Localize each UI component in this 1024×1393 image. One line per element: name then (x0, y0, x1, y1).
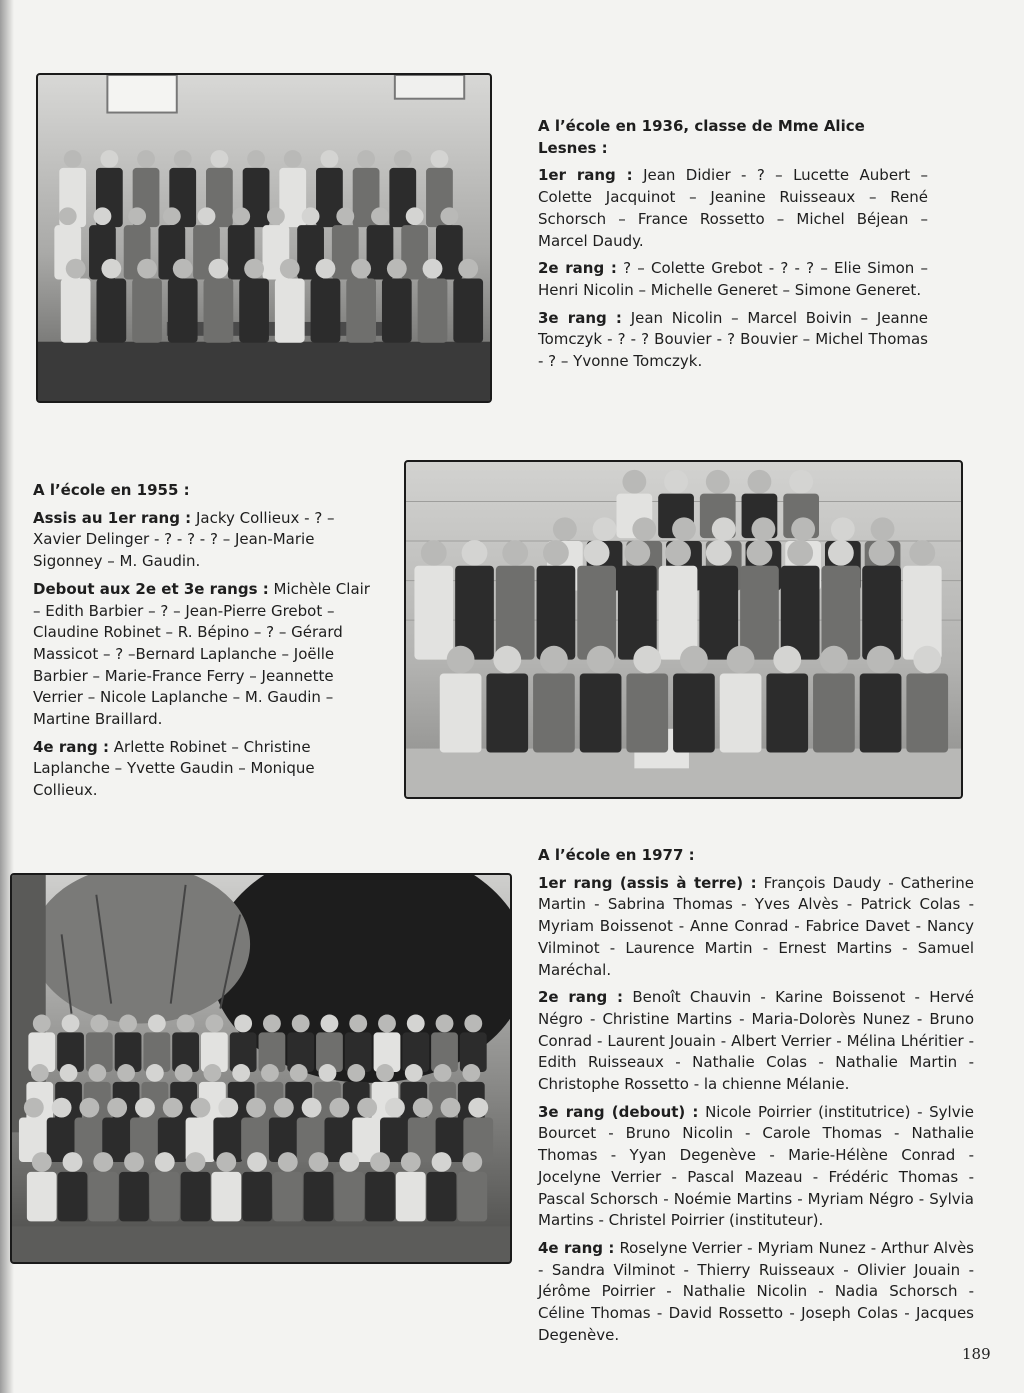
photo-figure-head (309, 1152, 329, 1172)
photo-figure-head (370, 1152, 390, 1172)
photo-figure-body (204, 279, 234, 343)
photo-figure-head (66, 259, 86, 279)
photo-figure-head (191, 1098, 211, 1118)
photo-figure-body (242, 1172, 272, 1221)
photo-figure-head (820, 646, 848, 674)
photo-figure-head (137, 259, 157, 279)
photo-figure-head (100, 150, 118, 168)
photo-figure-head (274, 1098, 294, 1118)
photo-figure-head (32, 1152, 52, 1172)
photo-figure-head (869, 540, 895, 566)
photo-figure-head (385, 1098, 405, 1118)
photo-figure-head (752, 517, 776, 541)
class-photo-1977 (10, 873, 512, 1264)
photo-figure-body (346, 279, 376, 343)
photo-figure-body (396, 1172, 426, 1221)
photo-figure-head (387, 259, 407, 279)
photo-figure-head (553, 517, 577, 541)
photo-figure-head (203, 1064, 221, 1082)
caption-1977-row-2: 2e rang : Benoît Chauvin - Karine Boissenot - Hervé Négro - Christine Martins - Maria-Dolorès Nunez - Bruno Conrad - Laurent Jouain - Albert Verrier - Mélina Lhéritier - Edith Ruisseaux - Nathalie Colas - Nathalie Martin - Christophe Rossetto - la chienne Mélanie. (538, 988, 975, 1094)
photo-figure-head (90, 1015, 108, 1033)
photo-figure-head (672, 517, 696, 541)
caption-1977-row-1: 1er rang (assis à terre) : François Daudy - Catherine Martin - Sabrina Thomas - Yves Alvès - Patrick Colas - Myriam Boissenot - Anne Conrad - Fabrice Davet - Nancy Vilminot - Laurence Martin - Ernest Martins - Samuel Maréchal. (538, 873, 974, 979)
photo-figure-head (432, 1152, 452, 1172)
photo-figure-head (52, 1098, 72, 1118)
photo-figure-head (31, 1064, 49, 1082)
photo-figure-head (280, 259, 300, 279)
photo-figure-head (665, 540, 691, 566)
caption-1955-row-3: 4e rang : Arlette Robinet – Christine Laplanche – Yvette Gaudin – Monique Collieux. (33, 737, 315, 800)
photo-figure-head (79, 1098, 99, 1118)
photo-figure-head (319, 1064, 337, 1082)
photo-figure-head (247, 1152, 267, 1172)
photo-figure-head (440, 207, 458, 225)
photo-figure-body (211, 1172, 241, 1221)
photo-figure-body (618, 566, 657, 660)
photo-figure-head (232, 207, 250, 225)
photo-figure-body (580, 673, 622, 752)
photo-figure-head (146, 1064, 164, 1082)
photo-figure-body (533, 673, 575, 752)
photo-figure-head (218, 1098, 238, 1118)
photo-figure-head (787, 540, 813, 566)
photo-figure-head (913, 646, 941, 674)
photo-figure-head (263, 1015, 281, 1033)
caption-1955-row-2: Debout aux 2e et 3e rangs : Michèle Clair – Edith Barbier – ? – Jean-Pierre Grebot – Claudine Robinet – R. Bépino – ? – Gérard Massicot – ? –Bernard Laplanche – Joëlle Barbier – Marie-France Ferry – Jeannette Verrier – Nicole Laplanche – M. Gaudin – Martine Braillard. (33, 579, 370, 729)
photo-figure-head (302, 207, 320, 225)
photo-figure-body (486, 673, 528, 752)
photo-figure-head (791, 517, 815, 541)
photo-figure-body (119, 1172, 149, 1221)
photo-figure-head (24, 1098, 44, 1118)
photo-figure-head (357, 1098, 377, 1118)
class-photo-1955 (404, 460, 963, 799)
photo-figure-body (453, 279, 483, 343)
photo-figure-head (175, 1064, 193, 1082)
photo-figure-head (64, 150, 82, 168)
photo-figure-head (88, 1064, 106, 1082)
photo-figure-body (659, 566, 698, 660)
photo-figure-head (284, 150, 302, 168)
photo-figure-head (128, 207, 146, 225)
photo-figure-head (423, 259, 443, 279)
caption-1936 (538, 116, 928, 379)
photo-figure-body (273, 1172, 303, 1221)
photo-figure-head (593, 517, 617, 541)
photo-figure-head (177, 1015, 195, 1033)
photo-figure-head (401, 1152, 421, 1172)
photo-figure-head (468, 1098, 488, 1118)
photo-figure-head (59, 207, 77, 225)
photo-figure-head (727, 646, 755, 674)
caption-1977 (538, 845, 974, 1352)
photo-figure-body (365, 1172, 395, 1221)
photo-figure-head (633, 646, 661, 674)
photo-figure-head (93, 1152, 113, 1172)
photo-figure-head (234, 1015, 252, 1033)
photo-figure-head (347, 1064, 365, 1082)
photo-figure-body (88, 1172, 118, 1221)
caption-1936-title: A l’école en 1936, classe de Mme Alice Lesnes : (538, 117, 865, 157)
photo-figure-head (406, 207, 424, 225)
photo-figure-body (673, 673, 715, 752)
photo-figure-body (58, 1172, 88, 1221)
photo-figure-head (706, 540, 732, 566)
photo-figure-head (292, 1015, 310, 1033)
photo-figure-head (421, 540, 447, 566)
caption-1955-row-1: Assis au 1er rang : Jacky Collieux - ? – Xavier Delinger - ? - ? - ? – Jean-Marie Sigonney – M. Gaudin. (33, 508, 335, 571)
photo-figure-head (186, 1152, 206, 1172)
photo-figure-head (447, 646, 475, 674)
photo-figure-head (871, 517, 895, 541)
photo-figure-head (208, 259, 228, 279)
photo-figure-head (63, 1152, 83, 1172)
photo-figure-head (632, 517, 656, 541)
caption-1936-row-1: 1er rang : Jean Didier - ? – Lucette Aubert – Colette Jacquinot – Jeanine Ruisseaux – René Schorsch – France Rossetto – Michel Béjean – Marcel Daudy. (538, 166, 928, 250)
photo-figure-body (740, 566, 779, 660)
photo-figure-body (577, 566, 616, 660)
photo-figure-body (537, 566, 576, 660)
photo-figure-head (436, 1015, 454, 1033)
photo-figure-head (135, 1098, 155, 1118)
photo-figure-body (862, 566, 901, 660)
photo-figure-head (351, 259, 371, 279)
photo-figure-head (789, 470, 813, 494)
photo-figure-head (748, 470, 772, 494)
caption-1955 (33, 480, 378, 808)
photo-figure-head (712, 517, 736, 541)
caption-1977-row-3: 3e rang (debout) : Nicole Poirrier (institutrice) - Sylvie Bourcet - Bruno Nicolin - Carole Thomas - Nathalie Thomas - Yyan Degenève - Marie-Hélène Conrad - Jocelyne Verrier - Pascal Mazeau - Frédéric Thomas - Pascal Schorsch - Noémie Martins - Myriam Négro - Sylvia Martins - Christel Poirrier (instituteur). (538, 1102, 974, 1230)
photo-figure-head (378, 1015, 396, 1033)
photo-figure-head (321, 1015, 339, 1033)
photo-figure-body (626, 673, 668, 752)
caption-1977-title: A l’école en 1977 : (538, 846, 695, 864)
photo-figure-head (462, 1064, 480, 1082)
photo-figure-head (336, 207, 354, 225)
photo-figure-head (232, 1064, 250, 1082)
photo-figure-head (101, 259, 121, 279)
photo-figure-head (407, 1015, 425, 1033)
photo-figure-head (664, 470, 688, 494)
photo-figure-head (543, 540, 569, 566)
photo-figure-head (216, 1152, 236, 1172)
photo-figure-head (622, 470, 646, 494)
photo-figure-body (418, 279, 448, 343)
photo-figure-head (493, 646, 521, 674)
photo-figure-head (124, 1152, 144, 1172)
photo-figure-body (275, 279, 305, 343)
photo-figure-head (329, 1098, 349, 1118)
caption-1936-row-3: 3e rang : Jean Nicolin – Marcel Boivin – Jeanne Tomczyk - ? - ? Bouvier - ? Bouvier – Michel Thomas - ? – Yvonne Tomczyk. (538, 308, 928, 371)
photo-figure-body (304, 1172, 334, 1221)
photo-figure-head (205, 1015, 223, 1033)
photo-figure-body (720, 673, 762, 752)
caption-1955-title: A l’école en 1955 : (33, 481, 190, 499)
photo-figure-head (405, 1064, 423, 1082)
photo-figure-head (349, 1015, 367, 1033)
photo-figure-head (464, 1015, 482, 1033)
photo-figure-head (137, 150, 155, 168)
photo-figure-head (458, 259, 478, 279)
photo-figure-head (587, 646, 615, 674)
photo-figure-body (699, 566, 738, 660)
photo-figure-head (244, 259, 264, 279)
photo-figure-head (747, 540, 773, 566)
caption-1977-row-4: 4e rang : Roselyne Verrier - Myriam Nunez - Arthur Alvès - Sandra Vilminot - Thierry Ruisseaux - Olivier Jouain - Jérôme Poirrier - Nathalie Nicolin - Nadia Schorsch - Céline Thomas - David Rossetto - Joseph Colas - Jacques Degenève. (538, 1238, 974, 1344)
photo-figure-head (434, 1064, 452, 1082)
photo-figure-head (198, 207, 216, 225)
photo-figure-head (584, 540, 610, 566)
photo-figure-head (321, 150, 339, 168)
photo-figure-body (181, 1172, 211, 1221)
photo-figure-body (27, 1172, 57, 1221)
photo-figure-head (706, 470, 730, 494)
photo-figure-head (909, 540, 935, 566)
photo-figure-head (831, 517, 855, 541)
photo-figure-head (431, 150, 449, 168)
photo-figure-head (107, 1098, 127, 1118)
photo-figure-head (163, 207, 181, 225)
photo-figure-head (371, 207, 389, 225)
photo-figure-head (867, 646, 895, 674)
photo-figure-body (496, 566, 535, 660)
page-number: 189 (962, 1345, 991, 1363)
photo-figure-body (61, 279, 91, 343)
photo-figure-body (132, 279, 162, 343)
photo-figure-head (60, 1064, 78, 1082)
photo-figure-head (773, 646, 801, 674)
photo-figure-body (427, 1172, 457, 1221)
photo-figure-head (540, 646, 568, 674)
photo-figure-head (267, 207, 285, 225)
photo-figure-head (357, 150, 375, 168)
class-photo-1936 (36, 73, 492, 403)
photo-figure-body (96, 279, 126, 343)
photo-figure-head (394, 150, 412, 168)
photo-figure-head (261, 1064, 279, 1082)
photo-figure-head (316, 259, 336, 279)
photo-figure-head (246, 1098, 266, 1118)
photo-figure-head (502, 540, 528, 566)
photo-figure-head (462, 1152, 482, 1172)
photo-figure-head (173, 259, 193, 279)
photo-figure-head (62, 1015, 80, 1033)
photo-figure-head (339, 1152, 359, 1172)
photo-figure-body (906, 673, 948, 752)
photo-figure-body (457, 1172, 487, 1221)
photo-figure-body (860, 673, 902, 752)
photo-figure-head (155, 1152, 175, 1172)
photo-figure-head (680, 646, 708, 674)
photo-figure-head (33, 1015, 51, 1033)
photo-figure-body (334, 1172, 364, 1221)
photo-figure-head (174, 150, 192, 168)
photo-figure-head (278, 1152, 298, 1172)
photo-figure-body (455, 566, 494, 660)
photo-figure-body (766, 673, 808, 752)
photo-figure-body (311, 279, 341, 343)
photo-figure-head (624, 540, 650, 566)
photo-figure-body (150, 1172, 180, 1221)
photo-figure-body (239, 279, 269, 343)
photo-figure-body (903, 566, 942, 660)
photo-figure-head (376, 1064, 394, 1082)
photo-figure-head (117, 1064, 135, 1082)
photo-figure-head (247, 150, 265, 168)
photo-figure-head (210, 150, 228, 168)
photo-figure-head (413, 1098, 433, 1118)
photo-figure-head (163, 1098, 183, 1118)
photo-figure-body (440, 673, 482, 752)
photo-figure-head (148, 1015, 166, 1033)
caption-1936-row-2: 2e rang : ? – Colette Grebot - ? - ? – Elie Simon – Henri Nicolin – Michelle Generet – Simone Generet. (538, 259, 928, 299)
photo-figure-head (462, 540, 488, 566)
photo-figure-body (781, 566, 820, 660)
photo-figure-body (414, 566, 453, 660)
photo-figure-body (168, 279, 198, 343)
photo-figure-head (94, 207, 112, 225)
photo-figure-body (813, 673, 855, 752)
photo-figure-head (828, 540, 854, 566)
photo-figure-head (119, 1015, 137, 1033)
photo-figure-head (441, 1098, 461, 1118)
photo-figure-body (382, 279, 412, 343)
photo-figure-body (822, 566, 861, 660)
photo-figure-head (302, 1098, 322, 1118)
photo-figure-head (290, 1064, 308, 1082)
